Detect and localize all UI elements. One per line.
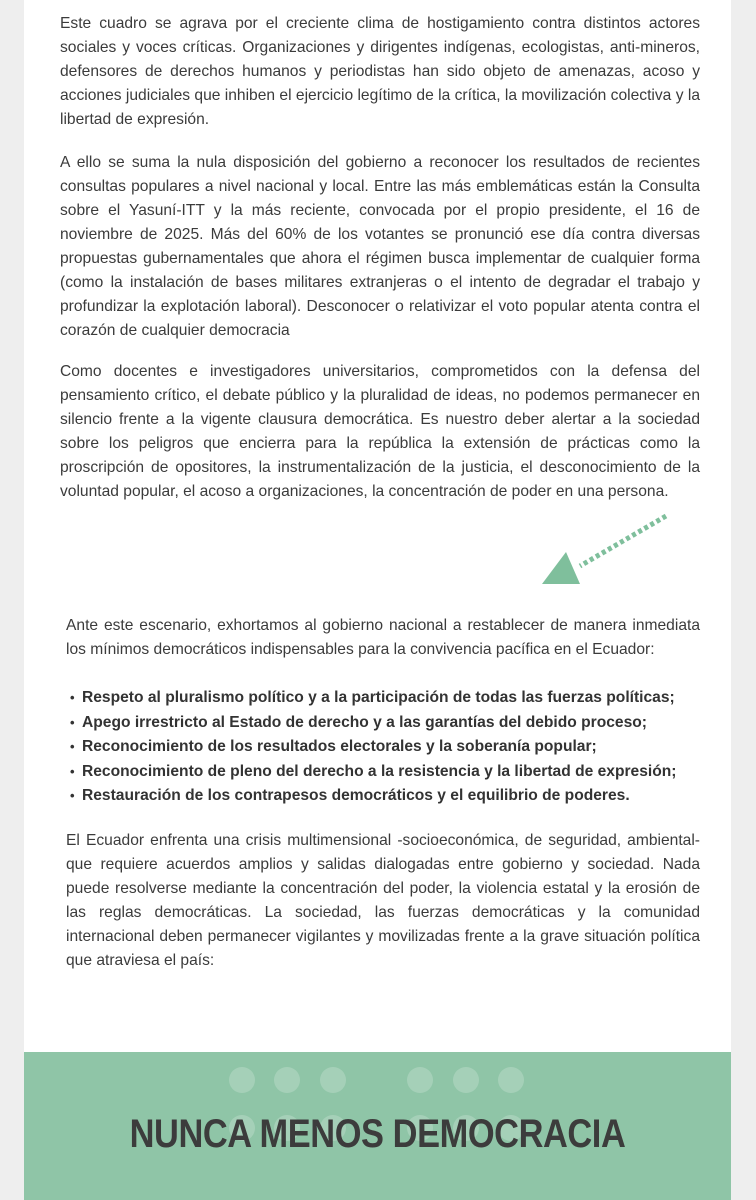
- list-item: [70, 711, 676, 736]
- demand-text: Respeto al pluralismo político y a la participación de todas las fuerzas políticas;: [82, 689, 675, 706]
- list-item: [70, 760, 676, 785]
- bullet-icon: •: [70, 690, 75, 705]
- banner-title: NUNCA MENOS DEMOCRACIA: [129, 1112, 626, 1156]
- paragraph-academics: Como docentes e investigadores universitarios, comprometidos con la defensa del pensamiento crítico, el debate público y la pluralidad de ideas, no podemos permanecer en silencio frente a la vigente clausura democrática. Es nuestro deber alertar a la sociedad sobre los peligros que encierra para la república la extensión de prácticas como la proscripción de opositores, la instrumentalización de la justicia, el desconocimiento de la voluntad popular, el acoso a organizaciones, la concentración de poder en una persona.: [60, 363, 700, 500]
- bullet-icon: •: [70, 763, 75, 779]
- paragraph-exhortation: Ante este escenario, exhortamos al gobierno nacional a restablecer de manera inmediata los mínimos democráticos indispensables para la convivencia pacífica en el Ecuador:: [66, 617, 700, 658]
- list-item: [70, 784, 676, 809]
- demand-text: Restauración de los contrapesos democráticos y el equilibrio de poderes.: [82, 787, 630, 804]
- footer-banner: [24, 1052, 731, 1200]
- demand-text: Reconocimiento de pleno del derecho a la resistencia y la libertad de expresión;: [82, 762, 677, 780]
- demands-list: [70, 686, 676, 809]
- paragraph-crisis: El Ecuador enfrenta una crisis multimensional -socioeconómica, de seguridad, ambiental- que requiere acuerdos amplios y salidas dialogadas entre gobierno y sociedad. Nada puede resolverse mediante la concentración del poder, la violencia estatal y la erosión de las reglas democráticas. La sociedad, las fuerzas democráticas y la comunidad internacional deben permanecer vigilantes y movilizadas frente a la grave situación política que atraviesa el país:: [66, 832, 700, 969]
- demand-text: Reconocimiento de los resultados electorales y la soberanía popular;: [82, 738, 597, 755]
- paragraph-harassment: Este cuadro se agrava por el creciente clima de hostigamiento contra distintos actores sociales y voces críticas. Organizaciones y dirigentes indígenas, ecologistas, anti-mineros, defensores de derechos humanos y periodistas han sido objeto de amenazas, acoso y acciones judiciales que inhiben el ejercicio legítimo de la crítica, la movilización colectiva y la libertad de expresión.: [60, 15, 700, 128]
- bullet-icon: •: [70, 739, 75, 754]
- dotted-arrow-icon: [540, 508, 674, 588]
- list-item: [70, 686, 676, 711]
- paragraph-referendums: A ello se suma la nula disposición del gobierno a reconocer los resultados de recientes consultas populares a nivel nacional y local. Entre las más emblemáticas están la Consulta sobre el Yasuní-ITT y la más reciente, convocada por el propio presidente, el 16 de noviembre de 2025. Más del 60% de los votantes se pronunció ese día contra diversas propuestas gubernamentales que ahora el régimen busca implementar de cualquier forma (como la instalación de bases militares extranjeras o el intento de degradar el trabajo y profundizar la explotación laboral). Desconocer o relativizar el voto popular atenta contra el corazón de cualquier democracia: [60, 154, 700, 339]
- document-page: [24, 0, 731, 1200]
- bullet-icon: •: [70, 714, 75, 730]
- demand-text: Apego irrestricto al Estado de derecho y a las garantías del debido proceso;: [82, 713, 647, 731]
- list-item: [70, 735, 676, 760]
- bullet-icon: •: [70, 788, 75, 803]
